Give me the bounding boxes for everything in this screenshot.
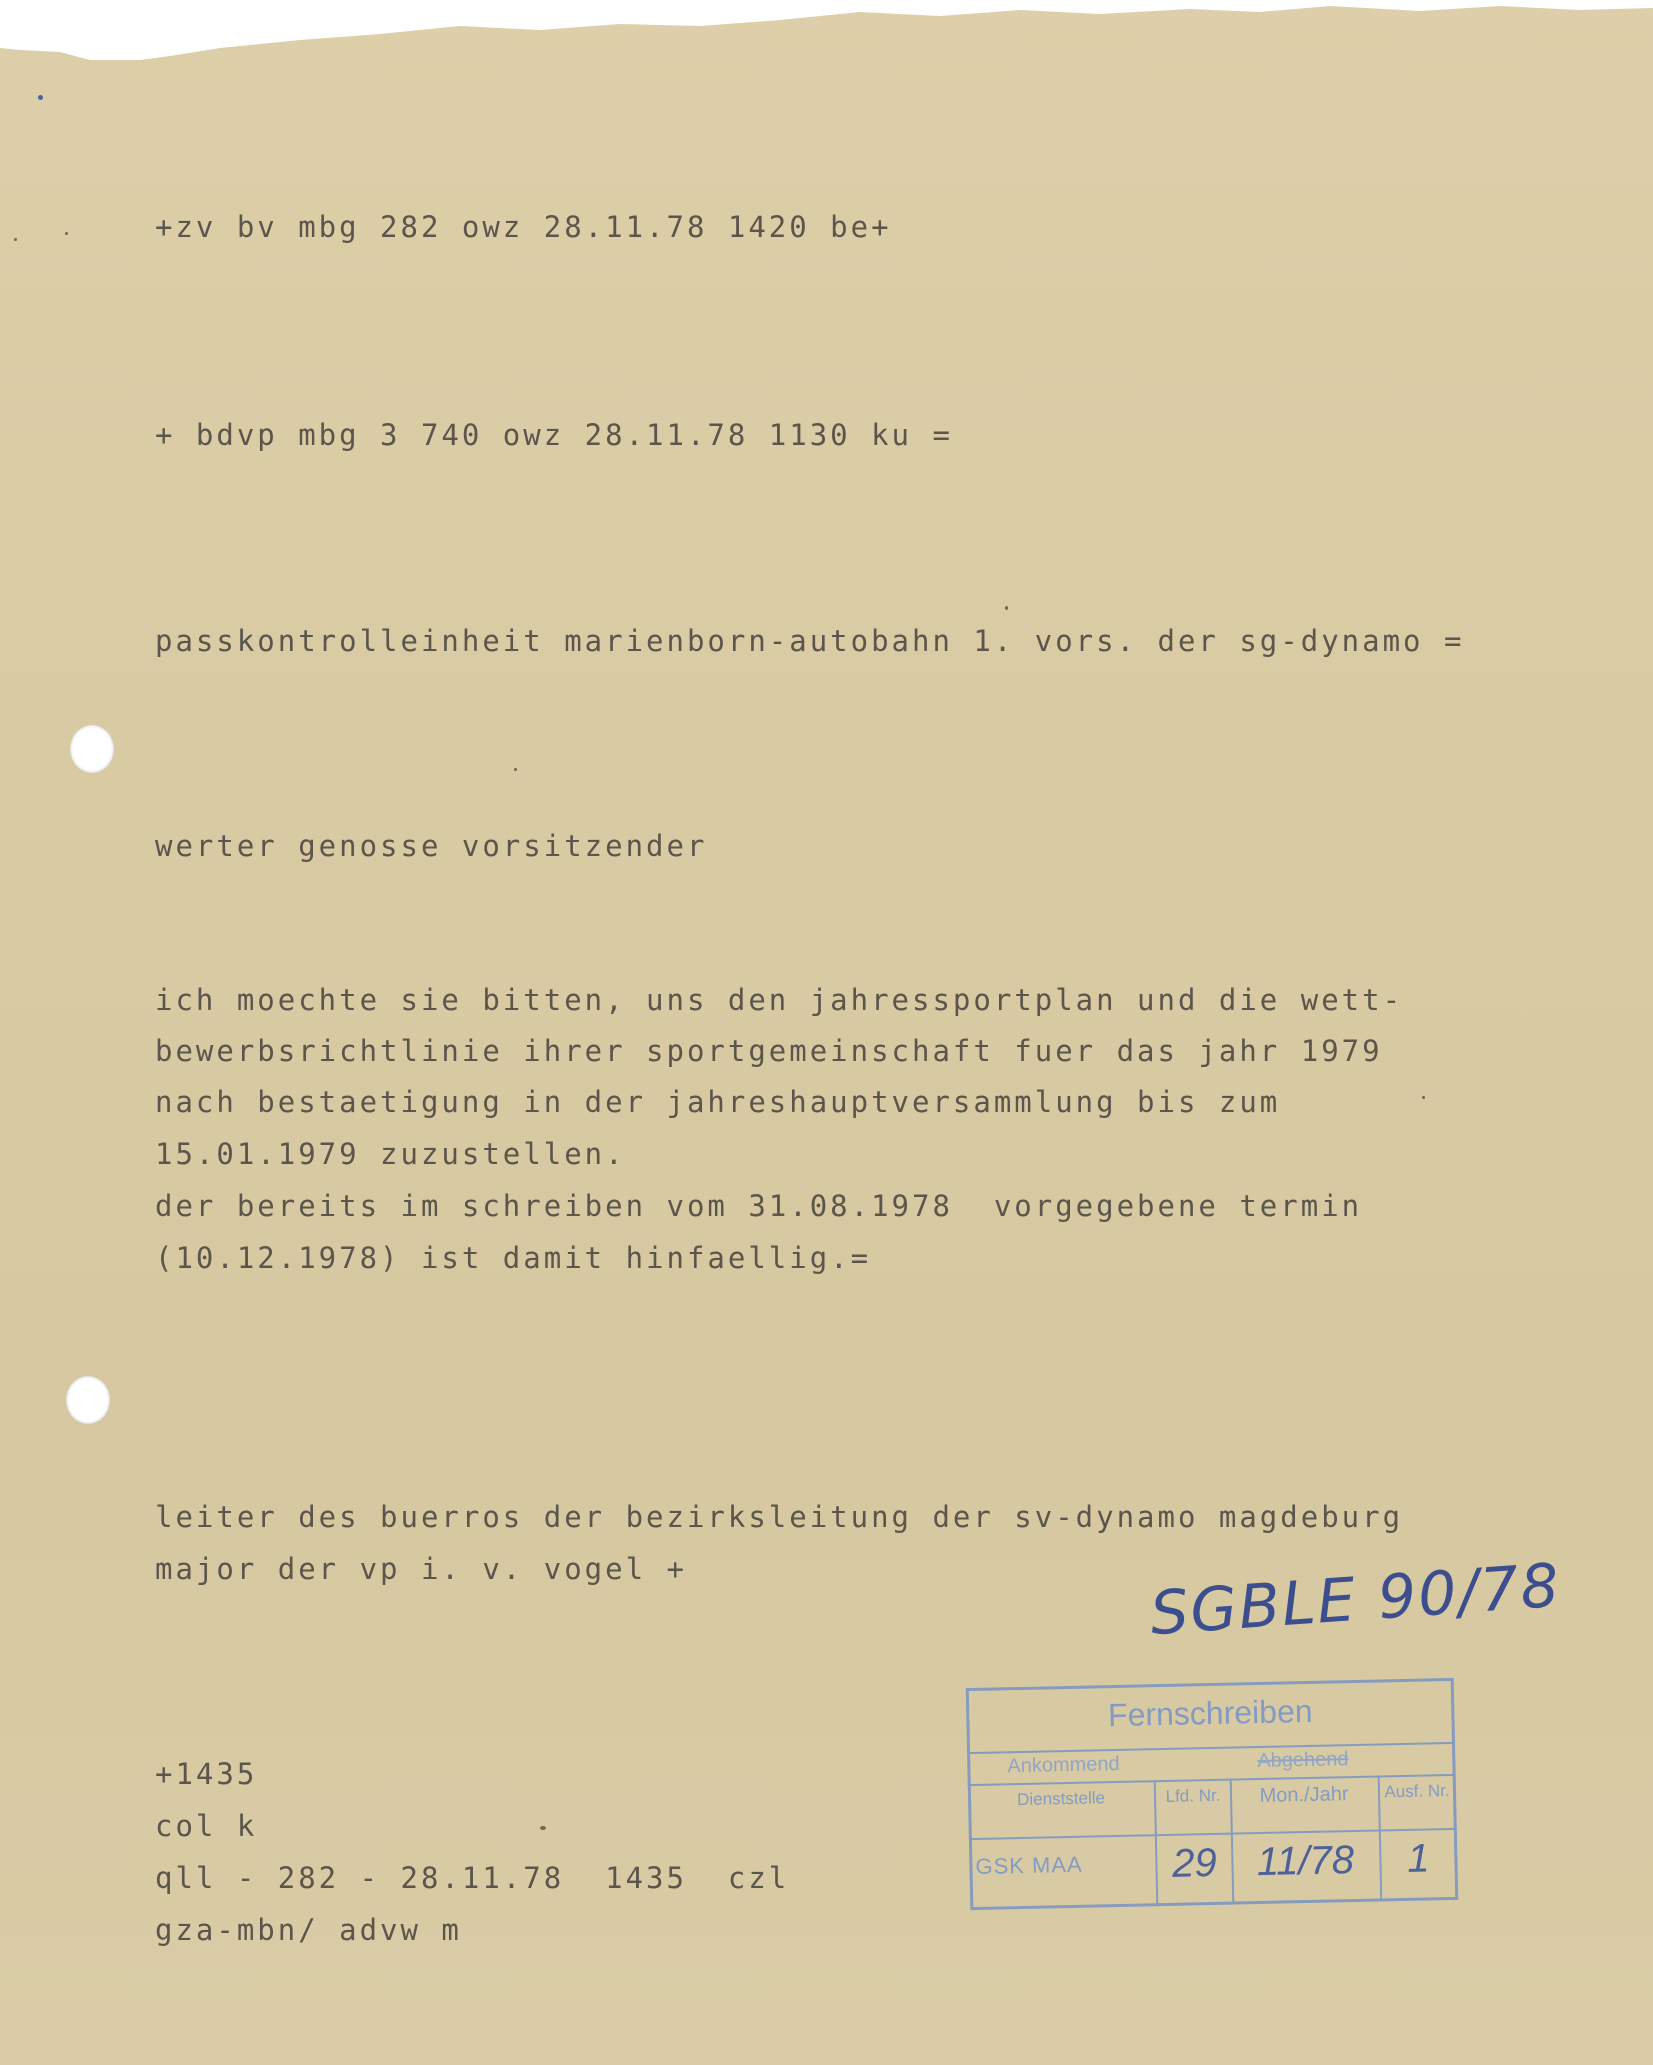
- signature-line: leiter des buerros der bezirksleitung der sv-dynamo magdeburg: [155, 1500, 1404, 1534]
- telex-header-line-2: + bdvp mbg 3 740 owz 28.11.78 1130 ku =: [155, 418, 953, 452]
- punch-hole-bottom: [66, 1376, 110, 1424]
- stamp-outgoing-label: Abgehend: [1257, 1748, 1349, 1773]
- stamp-header-dienststelle: Dienststelle: [1016, 1788, 1106, 1810]
- receipt-stamp: [966, 1678, 1459, 1910]
- stamp-header-mon-jahr: Mon./Jahr: [1259, 1783, 1349, 1808]
- stamp-mon-jahr-value: 11/78: [1256, 1838, 1355, 1885]
- paper-speck: [65, 232, 68, 235]
- footer-line: gza-mbn/ advw m: [155, 1913, 462, 1947]
- stamp-table: [968, 1774, 1459, 1910]
- stamp-header-ausf-nr: Ausf. Nr.: [1384, 1781, 1450, 1802]
- stamp-header-lfd-nr: Lfd. Nr.: [1165, 1785, 1221, 1806]
- signature-line: major der vp i. v. vogel +: [155, 1552, 687, 1586]
- body-line: ich moechte sie bitten, uns den jahressportplan und die wett-: [155, 983, 1404, 1017]
- paper-speck: [1422, 1096, 1425, 1099]
- paper-speck: [514, 768, 517, 771]
- body-line: der bereits im schreiben vom 31.08.1978 vorgegebene termin: [155, 1189, 1363, 1223]
- addressee-line: passkontrolleinheit marienborn-autobahn 1. vors. der sg-dynamo =: [155, 624, 1465, 658]
- body-line: 15.01.1979 zuzustellen.: [155, 1137, 626, 1171]
- salutation: werter genosse vorsitzender: [155, 829, 708, 863]
- footer-line: col k: [155, 1809, 258, 1843]
- handwritten-reference-note: SGBLE 90/78: [1148, 1550, 1564, 1650]
- telex-header-line-1: +zv bv mbg 282 owz 28.11.78 1420 be+: [155, 210, 892, 244]
- stamp-ausf-nr-value: 1: [1406, 1836, 1430, 1881]
- paper-speck: [540, 1826, 546, 1830]
- stamp-lfd-nr-value: 29: [1171, 1840, 1218, 1886]
- paper-speck: [38, 95, 43, 100]
- stamp-title: Fernschreiben: [1107, 1692, 1313, 1734]
- body-line: bewerbsrichtlinie ihrer sportgemeinschaft fuer das jahr 1979: [155, 1034, 1383, 1068]
- body-line: nach bestaetigung in der jahreshauptversammlung bis zum: [155, 1085, 1281, 1119]
- stamp-incoming-label: Ankommend: [1007, 1752, 1120, 1778]
- torn-paper-edge: [0, 0, 1653, 60]
- punch-hole-top: [70, 725, 114, 773]
- paper-speck: [14, 238, 17, 241]
- paper-speck: [1005, 606, 1008, 610]
- footer-line: +1435: [155, 1757, 258, 1791]
- body-line: (10.12.1978) ist damit hinfaellig.=: [155, 1241, 872, 1275]
- stamp-station-value: GSK MAA: [975, 1851, 1083, 1879]
- footer-line: qll - 282 - 28.11.78 1435 czl: [155, 1861, 790, 1895]
